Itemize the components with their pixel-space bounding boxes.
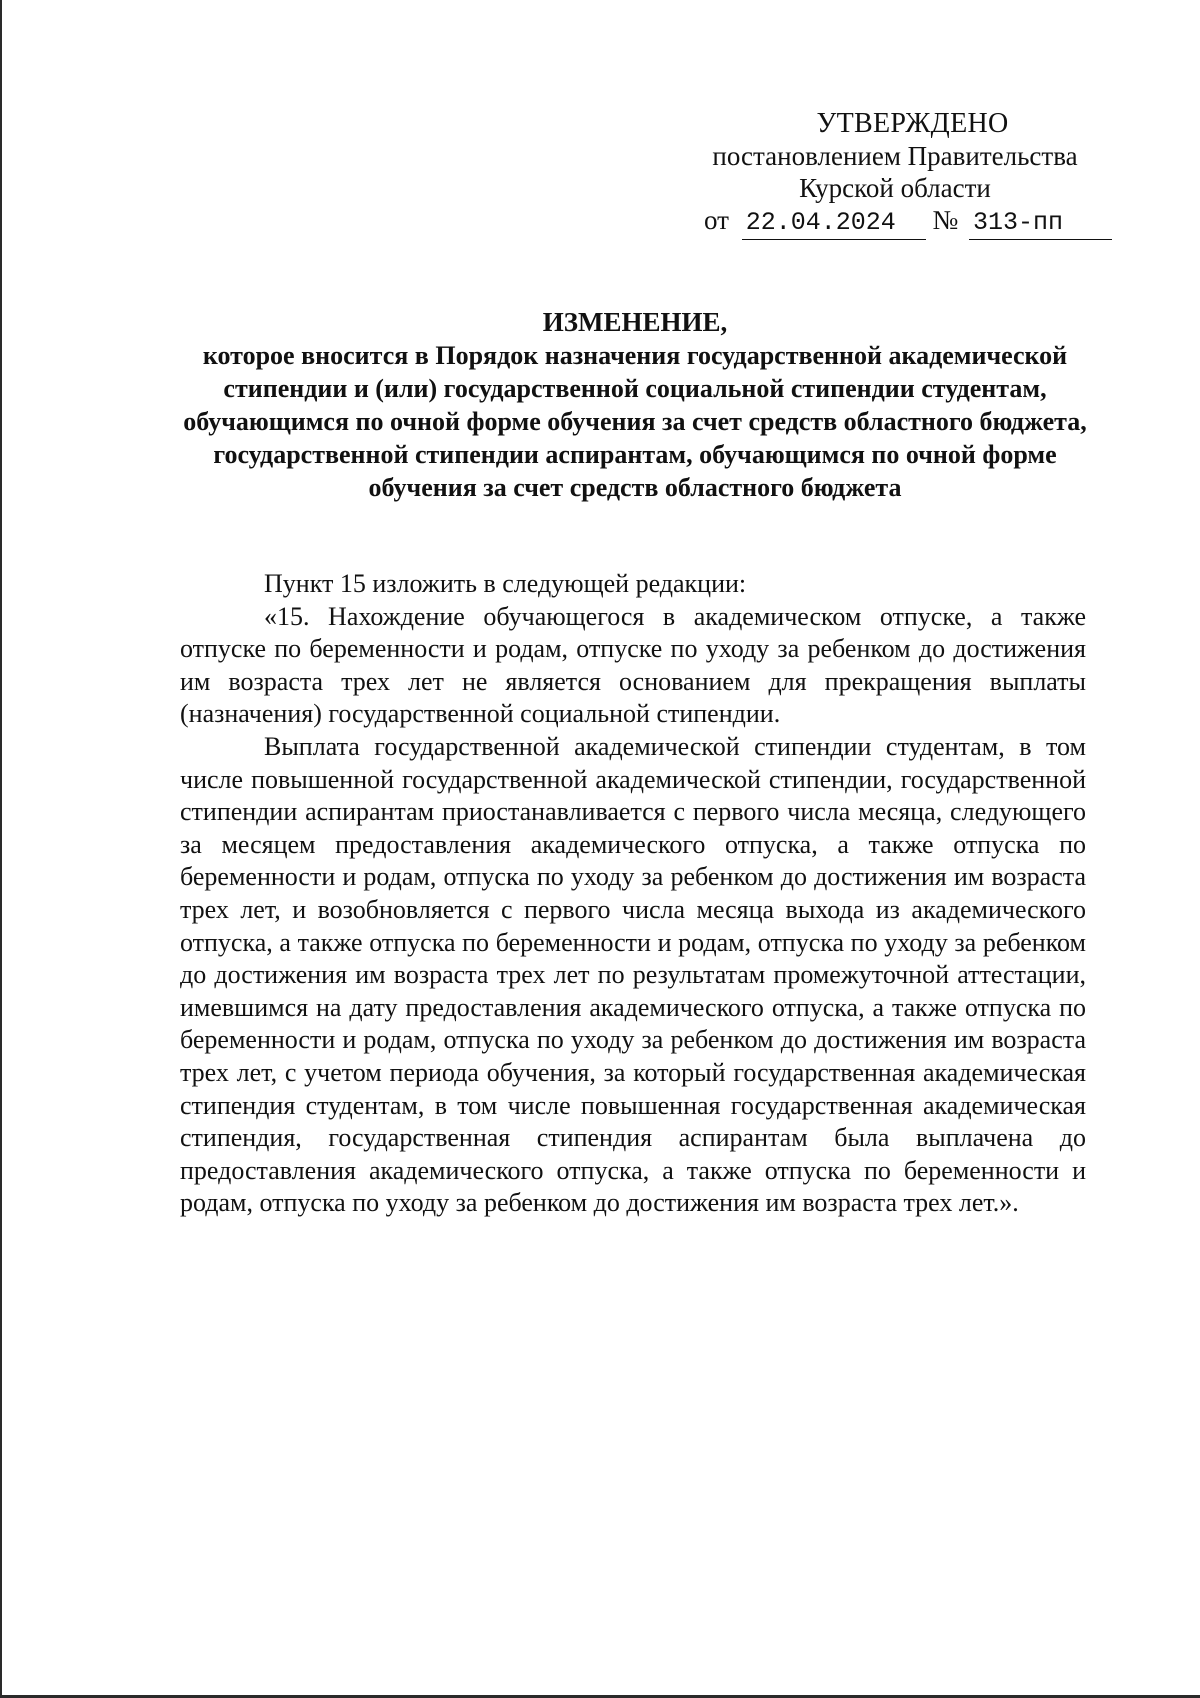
scan-edge-left — [0, 0, 2, 1698]
document-title: ИЗМЕНЕНИЕ, — [542, 307, 728, 337]
document-heading — [170, 306, 1100, 504]
body-paragraph-1: «15. Нахождение обучающегося в академическом отпуске, а также отпуске по беременности и родам, отпуске по уходу за ребенком до достижения им возраста трех лет не является основанием для прекращения выплаты (назначения) государственной социальной стипендии. — [180, 601, 1086, 729]
body-paragraph-2: Выплата государственной академической стипендии студентам, в том числе повышенной государственной академической стипендии, государственной стипендии аспирантам приостанавливается с первого числа месяца, следующего за месяцем предоставления академического отпуска, а также отпуска по беременности и родам, отпуска по уходу за ребенком до достижения им возраста трех лет, и возобновляется с первого числа месяца выхода из академического отпуска, а также отпуска по беременности и родам, отпуска по уходу за ребенком до достижения им возраста трех лет по результатам промежуточной аттестации, имевшимся на дату предоставления академического отпуска, а также отпуска по беременности и родам, отпуска по уходу за ребенком до достижения им возраста трех лет, с учетом периода обучения, за который государственная академическая стипендия студентам, в том числе повышенная государственная академическая стипендия, государственная стипендия аспирантам была выплачена до предоставления академического отпуска, а также отпуска по беременности и родам, отпуска по уходу за ребенком до достижения им возраста трех лет.». — [180, 731, 1086, 1218]
approval-number: 313-пп — [969, 207, 1112, 240]
approval-line-1: постановлением Правительства — [712, 141, 1078, 171]
document-body — [180, 568, 1086, 1220]
body-intro: Пункт 15 изложить в следующей редакции: — [264, 569, 747, 598]
number-prefix: № — [932, 205, 959, 235]
approval-date-line — [704, 204, 1100, 240]
approval-date: 22.04.2024 — [742, 207, 926, 240]
approval-title: УТВЕРЖДЕНО — [816, 108, 1009, 139]
document-subtitle: которое вносится в Порядок назначения государственной академической стипендии и (или) государственной социальной стипендии студентам, обучающимся по очной форме обучения за счет средств областного бюджета, государственной стипендии аспирантам, обучающимся по очной форме обучения за счет средств областного бюджета — [183, 341, 1087, 502]
approval-block — [690, 108, 1100, 240]
date-prefix: от — [704, 205, 729, 235]
approval-line-2: Курской области — [799, 173, 991, 203]
